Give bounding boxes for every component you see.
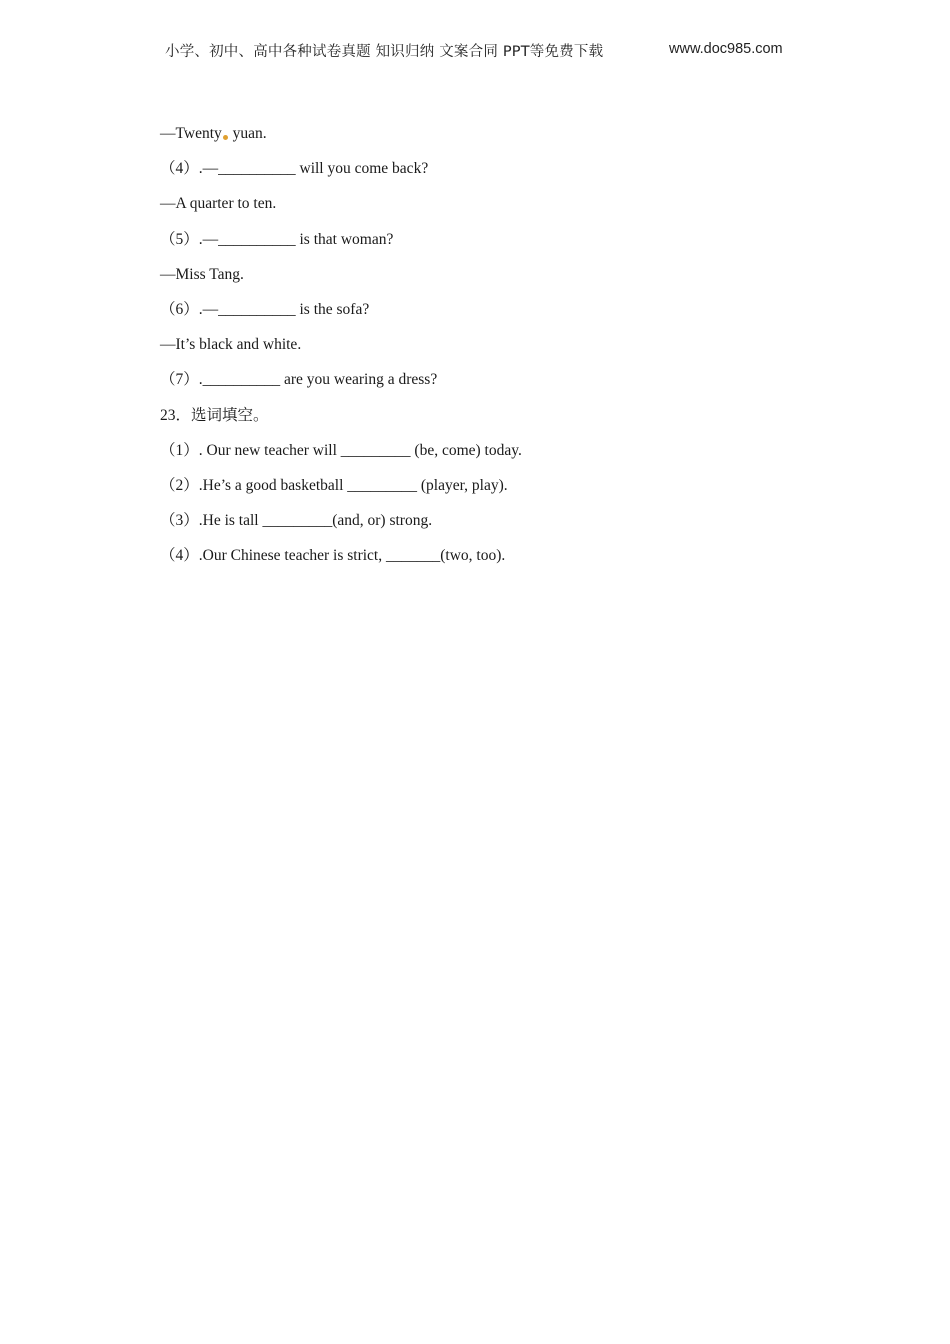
header-title: 小学、初中、高中各种试卷真题 知识归纳 文案合同 PPT等免费下载 [165, 44, 604, 60]
question-line: （1）. Our new teacher will _________ (be, come) today. [160, 441, 522, 459]
answer-line [160, 120, 800, 155]
highlight-dot-icon [223, 135, 228, 140]
question-line: （6）.—__________ is the sofa? [160, 300, 370, 318]
answer-line: —A quarter to ten. [160, 195, 277, 213]
question-line: （5）.—__________ is that woman? [160, 230, 394, 248]
answer-text-tail: yuan. [228, 125, 267, 142]
page-header [0, 40, 950, 64]
section-heading: 23．选词填空。 [160, 406, 269, 424]
question-line: （4）.—__________ will you come back? [160, 160, 429, 178]
question-line: （7）.__________ are you wearing a dress? [160, 371, 438, 389]
answer-text: —Twenty [160, 125, 222, 142]
document-body [160, 120, 800, 577]
question-line: （4）.Our Chinese teacher is strict, _______(two, too). [160, 547, 506, 565]
answer-line: —It’s black and white. [160, 336, 302, 354]
question-line: （2）.He’s a good basketball _________ (player, play). [160, 476, 508, 494]
question-line: （3）.He is tall _________(and, or) strong. [160, 512, 433, 530]
header-url: www.doc985.com [669, 41, 783, 57]
answer-line: —Miss Tang. [160, 265, 244, 283]
